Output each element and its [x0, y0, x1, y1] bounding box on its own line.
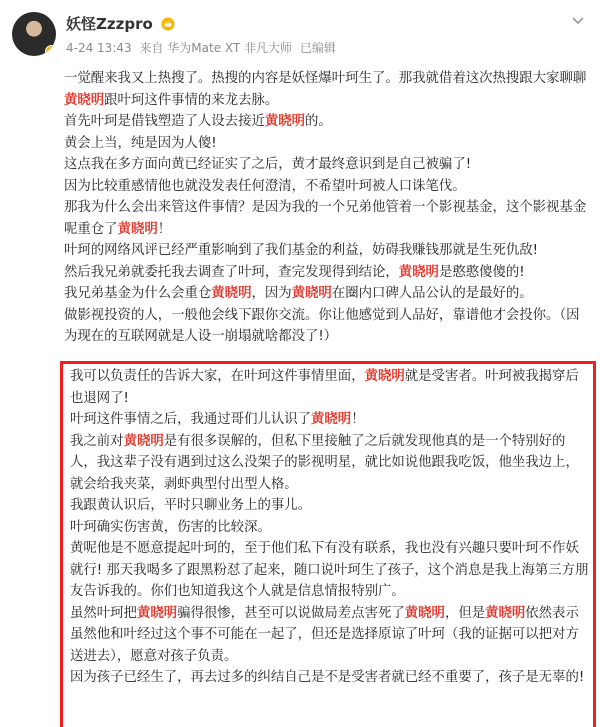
- paragraph: [70, 495, 590, 517]
- highlighted-name[interactable]: 黄晓明: [117, 221, 158, 237]
- paragraph: [64, 154, 590, 176]
- paragraph: [64, 240, 590, 262]
- highlighted-name[interactable]: 黄晓明: [264, 114, 306, 129]
- paragraph: [70, 409, 590, 431]
- paragraph: [64, 68, 590, 111]
- paragraph-text: 就是受害者。叶珂被我揭穿后也退网了!: [70, 369, 579, 406]
- crown-badge-icon: [161, 17, 175, 31]
- avatar[interactable]: [12, 12, 56, 56]
- paragraph-text: 叶珂这件事情之后，我通过哥们儿认识了: [70, 412, 312, 427]
- paragraph: [64, 283, 590, 305]
- verified-badge-icon: [45, 45, 56, 56]
- post-body-top: [64, 68, 590, 348]
- paragraph-text: 一觉醒来我又上热搜了。热搜的内容是妖怪爆叶珂生了。那我就借着这次热搜跟大家聊聊: [64, 71, 587, 86]
- highlighted-name[interactable]: 黄晓明: [485, 605, 526, 621]
- highlighted-name[interactable]: 黄晓明: [311, 412, 352, 427]
- paragraph-text: 黄呢他是不愿意提起叶珂的，至于他们私下有没有联系，我也没有兴趣只要叶珂不作妖就行! 那天我喝多了跟黑粉怼了起来，随口说叶珂生了孩子，这个消息是我上海第三方朋友告诉我的。你们也知道我这个人就是信息情报特别广。: [70, 541, 589, 599]
- paragraph-text: 叶珂的网络风评已经严重影响到了我们基金的利益，妨碍我赚钱那就是生死仇敌!: [64, 243, 539, 258]
- paragraph: [70, 603, 590, 668]
- paragraph: [70, 431, 590, 496]
- paragraph-text: 因为孩子已经生了，再去过多的纠结自己是不是受害者就已经不重要了，孩子是无辜的!: [70, 670, 585, 685]
- paragraph: [64, 305, 590, 348]
- paragraph-text: 依然表示虽然他和叶经过这个事不可能在一起了，但还是选择原谅了叶珂（我的证据可以把对方送进去），愿意对孩子负责。: [70, 605, 579, 664]
- paragraph-text: 骗得很惨，甚至可以说做局差点害死了: [177, 605, 405, 621]
- paragraph-text: 是有很多误解的，但私下里接触了之后就发现他真的是一个特别好的人，我这辈子没有遇到过这么没架子的影视明星，就比如说他跟我吃饭，他坐我边上，就会给我夹菜，剥虾典型付出型人格。: [70, 433, 579, 492]
- paragraph-text: 跟叶珂这件事情的来龙去脉。: [104, 92, 279, 108]
- author-name[interactable]: 妖怪Zzzpro: [66, 15, 153, 33]
- paragraph-text: 我之前对: [70, 433, 124, 449]
- paragraph: [70, 366, 590, 409]
- paragraph-text: 的。: [305, 114, 332, 129]
- highlighted-name[interactable]: 黄晓明: [123, 433, 164, 449]
- post-body-boxed: [70, 366, 590, 689]
- paragraph: [64, 197, 590, 240]
- highlighted-name[interactable]: 黄晓明: [364, 369, 405, 384]
- highlighted-name[interactable]: 黄晓明: [136, 605, 178, 621]
- post-source: 来自 华为Mate XT 非凡大师: [139, 41, 293, 55]
- paragraph: [64, 262, 590, 284]
- paragraph-text: 在圈内口碑人品公认的是最好的。: [331, 286, 533, 301]
- paragraph-text: 因为比较重感情他也就没发表任何澄清，不希望叶珂被人口诛笔伐。: [64, 178, 466, 194]
- paragraph-text: ！: [351, 412, 365, 427]
- paragraph-text: 然后我兄弟就委托我去调查了叶珂，查完发现得到结论，: [64, 264, 399, 280]
- paragraph: [70, 538, 590, 603]
- post-meta: [66, 39, 340, 56]
- paragraph-text: 叶珂确实伤害黄，伤害的比较深。: [70, 519, 271, 535]
- post-header: [0, 0, 600, 64]
- paragraph-text: 我兄弟基金为什么会重仓: [64, 286, 212, 301]
- edited-label[interactable]: 已编辑: [299, 41, 336, 55]
- paragraph-text: 做影视投资的人，一般他会线下跟你交流。你让他感觉到人品好，靠谱他才会投你。（因为现在的互联网就是人设一崩塌就啥都没了!）: [64, 307, 580, 344]
- paragraph-text: 那我为什么会出来管这件事情？是因为我的一个兄弟他管着一个影视基金，这个影视基金呢重仓了: [64, 200, 587, 237]
- paragraph-text: ，因为: [251, 286, 292, 301]
- paragraph-text: ！: [157, 221, 172, 237]
- highlighted-name[interactable]: 黄晓明: [291, 286, 332, 301]
- highlighted-name[interactable]: 黄晓明: [64, 92, 105, 108]
- paragraph: [64, 133, 590, 155]
- chevron-down-icon[interactable]: [570, 12, 586, 28]
- paragraph-text: 黄会上当，纯是因为人傻!: [64, 135, 217, 151]
- highlighted-name[interactable]: 黄晓明: [398, 264, 439, 280]
- paragraph-text: 虽然叶珂把: [70, 605, 137, 621]
- paragraph: [64, 111, 590, 133]
- highlighted-name[interactable]: 黄晓明: [404, 605, 445, 621]
- paragraph: [64, 176, 590, 198]
- paragraph: [70, 667, 590, 689]
- paragraph-text: 这点我在多方面向黄已经证实了之后，黄才最终意识到是自己被骗了!: [64, 157, 472, 172]
- paragraph-text: 是憨憨傻傻的!: [438, 264, 525, 280]
- paragraph-text: ，但是: [444, 605, 486, 621]
- post-date[interactable]: 4-24 13:43: [66, 41, 132, 55]
- highlighted-name[interactable]: 黄晓明: [211, 286, 252, 301]
- paragraph-text: 我跟黄认识后，平时只聊业务上的事儿。: [70, 498, 312, 513]
- paragraph-text: 我可以负责任的告诉大家，在叶珂这件事情里面，: [70, 369, 365, 384]
- author-name-row[interactable]: [66, 13, 175, 34]
- paragraph: [70, 517, 590, 539]
- paragraph-text: 首先叶珂是借钱塑造了人设去接近: [64, 114, 265, 129]
